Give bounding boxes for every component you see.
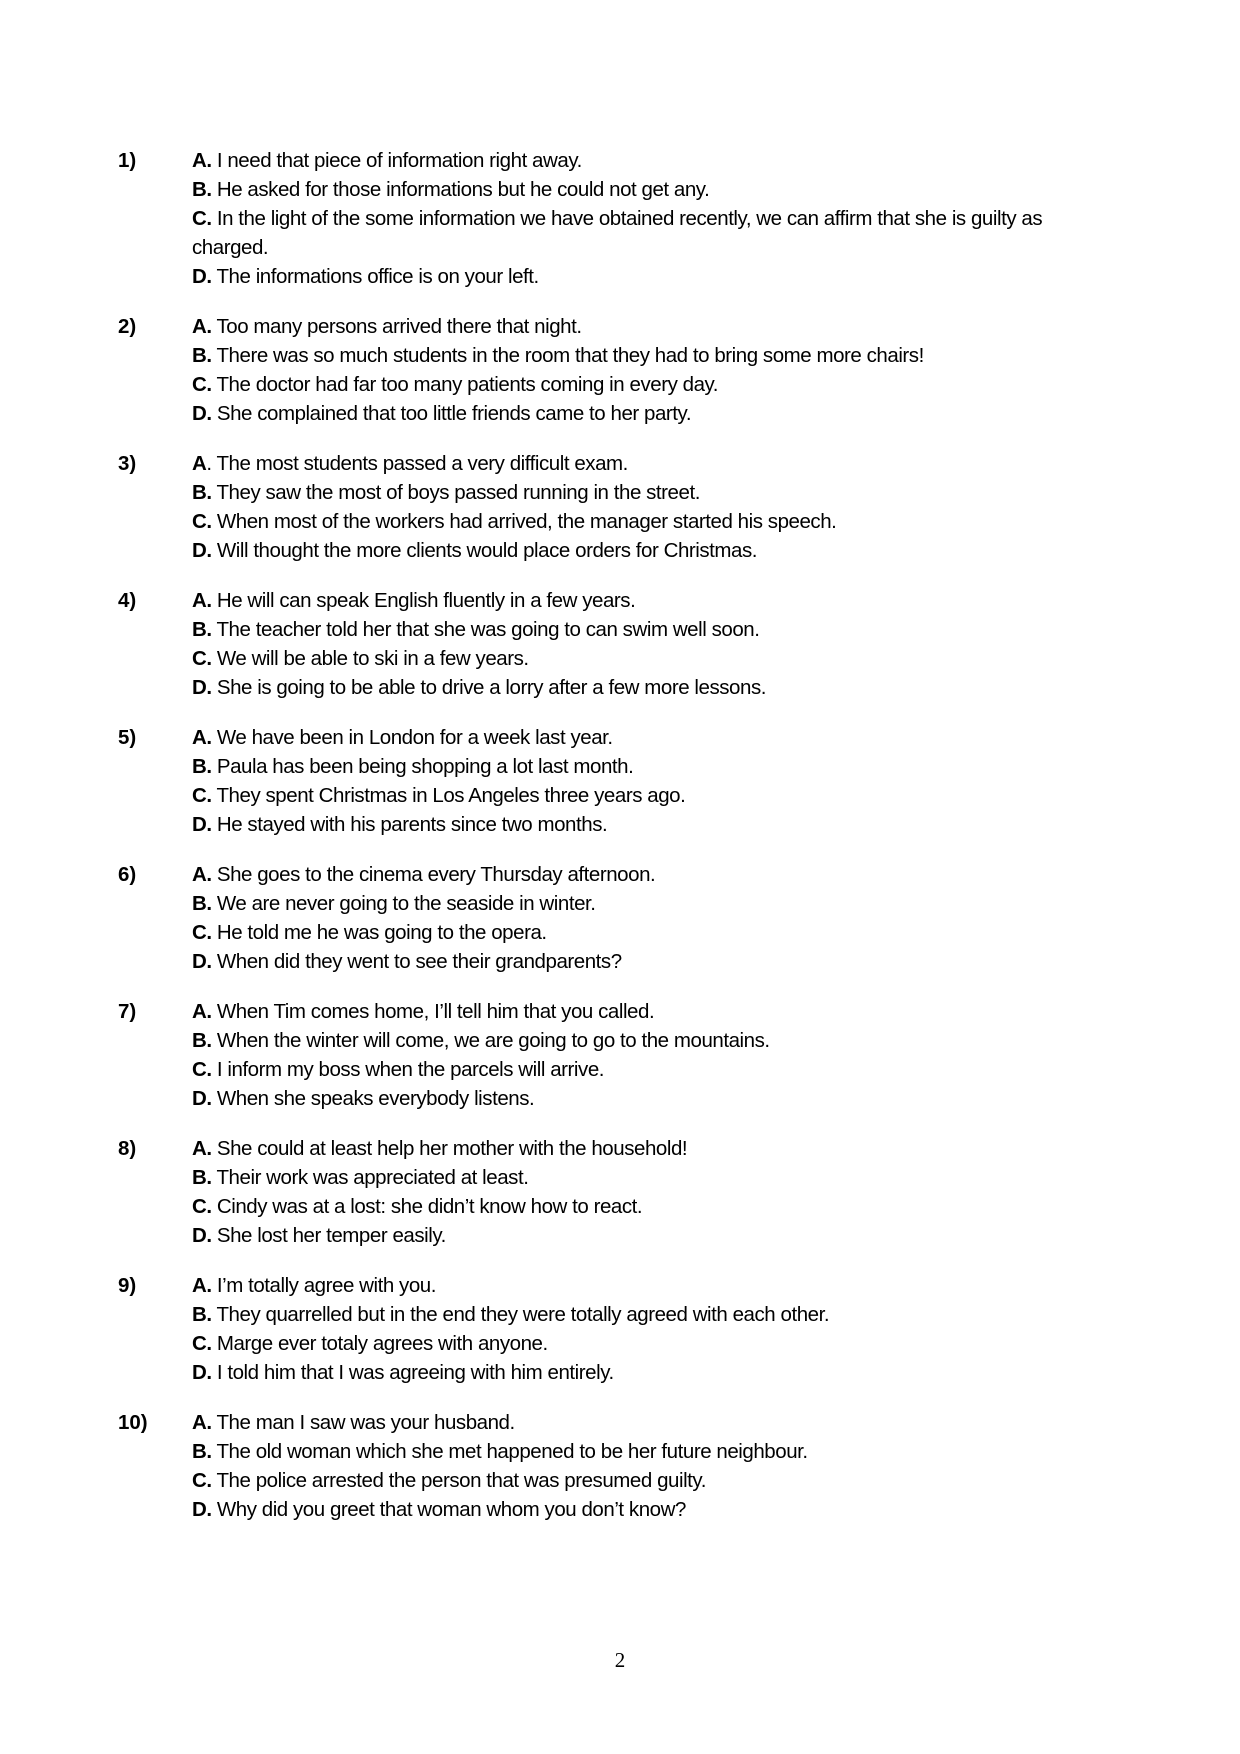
answer-option	[192, 312, 1118, 341]
option-letter: C.	[192, 373, 212, 396]
option-letter: B.	[192, 1029, 212, 1052]
option-letter: D.	[192, 402, 212, 425]
option-text: I inform my boss when the parcels will arrive.	[211, 1058, 605, 1081]
answer-options	[192, 312, 1118, 428]
option-letter: D.	[192, 1087, 212, 1110]
answer-option	[192, 204, 1118, 262]
question-number: 8)	[118, 1137, 137, 1160]
answer-option	[192, 1221, 1118, 1250]
option-letter: D.	[192, 676, 212, 699]
option-letter: B.	[192, 618, 212, 641]
answer-options	[192, 1408, 1118, 1524]
option-text: He stayed with his parents since two months.	[211, 813, 608, 836]
option-letter: A	[192, 452, 207, 475]
question-item	[118, 1134, 1118, 1250]
answer-option	[192, 1358, 1118, 1387]
option-text: Marge ever totaly agrees with anyone.	[211, 1332, 548, 1355]
option-letter: B.	[192, 755, 212, 778]
option-text: Paula has been being shopping a lot last month.	[211, 755, 634, 778]
option-text: Too many persons arrived there that night.	[211, 315, 582, 338]
answer-options	[192, 146, 1118, 291]
answer-option	[192, 723, 1118, 752]
answer-option	[192, 1437, 1118, 1466]
question-number: 4)	[118, 589, 137, 612]
answer-option	[192, 1192, 1118, 1221]
option-text: He asked for those informations but he could not get any.	[211, 178, 710, 201]
answer-option	[192, 146, 1118, 175]
answer-option	[192, 918, 1118, 947]
answer-options	[192, 586, 1118, 702]
answer-option	[192, 1495, 1118, 1524]
option-text: He will can speak English fluently in a few years.	[211, 589, 636, 612]
option-text: She goes to the cinema every Thursday afternoon.	[211, 863, 656, 886]
option-text: The doctor had far too many patients coming in every day.	[211, 373, 719, 396]
option-text: They quarrelled but in the end they were totally agreed with each other.	[211, 1303, 830, 1326]
option-text: We have been in London for a week last year.	[211, 726, 613, 749]
page-number: 2	[614, 1648, 626, 1672]
answer-option	[192, 1084, 1118, 1113]
option-letter: D.	[192, 950, 212, 973]
option-letter: A.	[192, 726, 212, 749]
answer-option	[192, 810, 1118, 839]
answer-options	[192, 997, 1118, 1113]
question-item	[118, 723, 1118, 839]
option-letter: C.	[192, 1469, 212, 1492]
option-text: Will thought the more clients would place orders for Christmas.	[211, 539, 758, 562]
option-letter: C.	[192, 921, 212, 944]
option-letter: C.	[192, 207, 212, 230]
answer-option	[192, 536, 1118, 565]
option-letter: D.	[192, 813, 212, 836]
question-number: 2)	[118, 315, 137, 338]
option-letter: B.	[192, 1303, 212, 1326]
option-letter: B.	[192, 344, 212, 367]
option-letter: B.	[192, 1440, 212, 1463]
option-letter: C.	[192, 1332, 212, 1355]
option-text: The old woman which she met happened to be her future neighbour.	[211, 1440, 808, 1463]
option-text: We are never going to the seaside in winter.	[211, 892, 596, 915]
option-text: She lost her temper easily.	[211, 1224, 446, 1247]
answer-option	[192, 175, 1118, 204]
option-text: They spent Christmas in Los Angeles three years ago.	[211, 784, 686, 807]
question-item	[118, 146, 1118, 291]
answer-option	[192, 1026, 1118, 1055]
option-text: The teacher told her that she was going to can swim well soon.	[211, 618, 760, 641]
answer-option	[192, 781, 1118, 810]
option-text: I’m totally agree with you.	[211, 1274, 437, 1297]
answer-option	[192, 889, 1118, 918]
answer-options	[192, 723, 1118, 839]
option-letter: D.	[192, 539, 212, 562]
answer-option	[192, 1134, 1118, 1163]
option-letter: A.	[192, 589, 212, 612]
option-letter: C.	[192, 510, 212, 533]
option-letter: A.	[192, 1411, 212, 1434]
option-letter: A.	[192, 1000, 212, 1023]
answer-option	[192, 1163, 1118, 1192]
option-letter: A.	[192, 863, 212, 886]
option-text: When did they went to see their grandparents?	[211, 950, 622, 973]
answer-option	[192, 644, 1118, 673]
option-letter: B.	[192, 481, 212, 504]
answer-option	[192, 997, 1118, 1026]
option-letter: C.	[192, 784, 212, 807]
answer-option	[192, 752, 1118, 781]
option-text: . The most students passed a very difficult exam.	[206, 452, 628, 475]
option-letter: A.	[192, 149, 212, 172]
option-text: Why did you greet that woman whom you don’t know?	[211, 1498, 686, 1521]
option-letter: A.	[192, 1137, 212, 1160]
option-text: I told him that I was agreeing with him entirely.	[211, 1361, 614, 1384]
option-text: I need that piece of information right away.	[211, 149, 582, 172]
answer-options	[192, 449, 1118, 565]
answer-option	[192, 586, 1118, 615]
question-number: 1)	[118, 149, 137, 172]
option-letter: B.	[192, 892, 212, 915]
question-item	[118, 1408, 1118, 1524]
question-number: 7)	[118, 1000, 137, 1023]
answer-option	[192, 860, 1118, 889]
option-letter: A.	[192, 315, 212, 338]
option-letter: D.	[192, 1361, 212, 1384]
answer-option	[192, 1055, 1118, 1084]
answer-option	[192, 507, 1118, 536]
answer-option	[192, 615, 1118, 644]
option-letter: C.	[192, 647, 212, 670]
option-letter: C.	[192, 1195, 212, 1218]
question-item	[118, 860, 1118, 976]
question-item	[118, 449, 1118, 565]
option-text: They saw the most of boys passed running in the street.	[211, 481, 700, 504]
question-number: 9)	[118, 1274, 137, 1297]
answer-option	[192, 262, 1118, 291]
answer-option	[192, 1408, 1118, 1437]
option-text: When most of the workers had arrived, the manager started his speech.	[211, 510, 837, 533]
option-text: When Tim comes home, I’ll tell him that you called.	[211, 1000, 655, 1023]
answer-options	[192, 1271, 1118, 1387]
answer-option	[192, 1271, 1118, 1300]
answer-option	[192, 341, 1118, 370]
option-letter: A.	[192, 1274, 212, 1297]
option-text: When the winter will come, we are going to go to the mountains.	[211, 1029, 770, 1052]
answer-option	[192, 478, 1118, 507]
question-number: 5)	[118, 726, 137, 749]
question-number: 3)	[118, 452, 137, 475]
option-text: He told me he was going to the opera.	[211, 921, 547, 944]
option-text: Their work was appreciated at least.	[211, 1166, 529, 1189]
option-letter: C.	[192, 1058, 212, 1081]
answer-option	[192, 947, 1118, 976]
option-text: There was so much students in the room that they had to bring some more chairs!	[211, 344, 924, 367]
option-text: When she speaks everybody listens.	[211, 1087, 535, 1110]
option-letter: D.	[192, 265, 212, 288]
question-item	[118, 312, 1118, 428]
answer-option	[192, 399, 1118, 428]
answer-option	[192, 673, 1118, 702]
option-text: She is going to be able to drive a lorry after a few more lessons.	[211, 676, 767, 699]
option-text: She could at least help her mother with the household!	[211, 1137, 688, 1160]
option-text: Cindy was at a lost: she didn’t know how to react.	[211, 1195, 643, 1218]
question-list	[118, 146, 1118, 1545]
option-letter: B.	[192, 178, 212, 201]
option-letter: D.	[192, 1498, 212, 1521]
option-text: She complained that too little friends came to her party.	[211, 402, 692, 425]
option-text: The police arrested the person that was presumed guilty.	[211, 1469, 706, 1492]
option-text: In the light of the some information we have obtained recently, we can affirm that she is guilty as charged.	[192, 207, 1043, 259]
question-item	[118, 586, 1118, 702]
question-number: 10)	[118, 1411, 148, 1434]
answer-option	[192, 370, 1118, 399]
answer-option	[192, 1466, 1118, 1495]
option-text: We will be able to ski in a few years.	[211, 647, 529, 670]
option-text: The man I saw was your husband.	[211, 1411, 515, 1434]
question-item	[118, 1271, 1118, 1387]
option-letter: B.	[192, 1166, 212, 1189]
answer-option	[192, 1329, 1118, 1358]
answer-option	[192, 449, 1118, 478]
question-number: 6)	[118, 863, 137, 886]
option-letter: D.	[192, 1224, 212, 1247]
option-text: The informations office is on your left.	[211, 265, 539, 288]
question-item	[118, 997, 1118, 1113]
answer-options	[192, 860, 1118, 976]
answer-options	[192, 1134, 1118, 1250]
answer-option	[192, 1300, 1118, 1329]
